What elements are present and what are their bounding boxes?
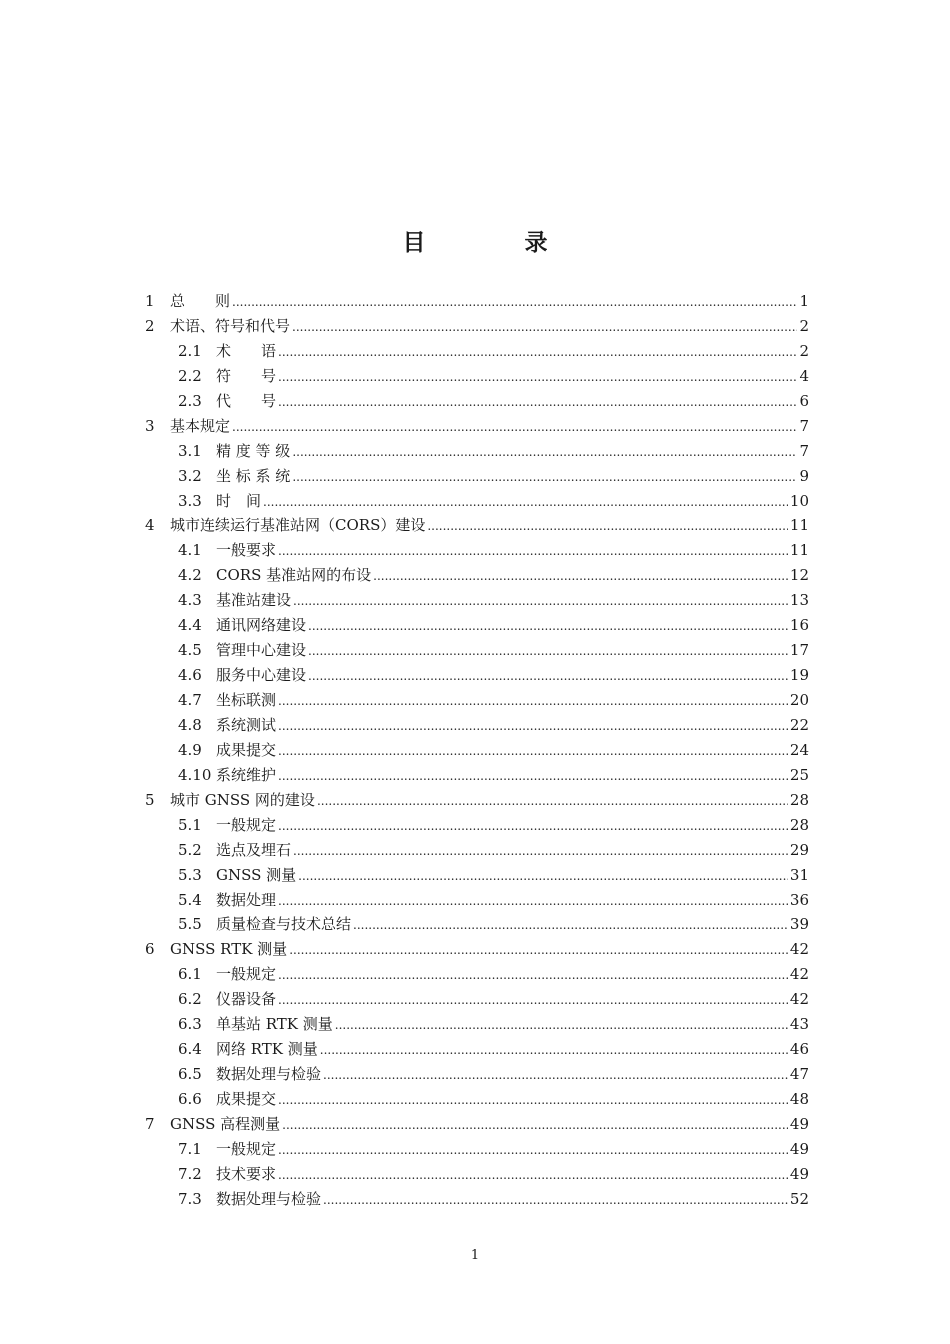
toc-entry-page-number: 36 bbox=[789, 890, 809, 909]
toc-entry-label: 服务中心建设 bbox=[216, 666, 307, 685]
toc-entry-number: 3.2 bbox=[178, 466, 202, 485]
toc-entry-page-number: 2 bbox=[799, 341, 809, 360]
toc-dot-leader bbox=[308, 614, 788, 639]
toc-section-entry[interactable] bbox=[145, 688, 809, 713]
toc-dot-leader bbox=[320, 1038, 788, 1063]
toc-entry-number: 4.1 bbox=[178, 541, 202, 560]
toc-entry-label: 技术要求 bbox=[216, 1164, 277, 1183]
toc-section-entry[interactable] bbox=[145, 813, 809, 838]
toc-entry-page-number: 17 bbox=[789, 641, 809, 660]
toc-dot-leader bbox=[317, 789, 788, 814]
toc-section-entry[interactable] bbox=[145, 588, 809, 613]
toc-entry-page-number: 49 bbox=[789, 1139, 809, 1158]
toc-entry-number: 4.4 bbox=[178, 616, 202, 635]
toc-entry-page-number: 52 bbox=[789, 1189, 809, 1208]
toc-entry-label: 成果提交 bbox=[216, 1090, 277, 1108]
toc-entry-label: 术 语 bbox=[216, 341, 277, 360]
toc-dot-leader bbox=[323, 1063, 788, 1088]
toc-section-entry[interactable] bbox=[145, 987, 809, 1012]
toc-entry-page-number: 16 bbox=[789, 616, 809, 635]
toc-section-entry[interactable] bbox=[145, 464, 809, 489]
toc-entry-label: 一般规定 bbox=[216, 965, 277, 984]
toc-dot-leader bbox=[278, 340, 797, 365]
table-of-contents bbox=[145, 289, 809, 1212]
toc-entry-number: 7.1 bbox=[178, 1139, 202, 1158]
toc-dot-leader bbox=[232, 290, 797, 315]
toc-section-entry[interactable] bbox=[145, 489, 809, 514]
toc-chapter-entry[interactable] bbox=[145, 937, 809, 962]
toc-entry-label: 管理中心建设 bbox=[216, 641, 307, 660]
toc-entry-number: 6 bbox=[145, 940, 155, 959]
toc-entry-number: 4.10 bbox=[178, 765, 212, 784]
toc-section-entry[interactable] bbox=[145, 364, 809, 389]
toc-entry-number: 4.8 bbox=[178, 715, 202, 734]
toc-entry-label: 坐 标 系 统 bbox=[216, 466, 291, 485]
toc-section-entry[interactable] bbox=[145, 962, 809, 987]
toc-entry-number: 2.1 bbox=[178, 341, 202, 360]
toc-dot-leader bbox=[278, 1138, 788, 1163]
toc-entry-page-number: 9 bbox=[799, 466, 809, 485]
toc-section-entry[interactable] bbox=[145, 389, 809, 414]
toc-entry-number: 4.6 bbox=[178, 666, 202, 685]
toc-entry-label: 数据处理与检验 bbox=[216, 1189, 322, 1208]
toc-entry-page-number: 31 bbox=[789, 865, 809, 884]
toc-dot-leader bbox=[278, 889, 788, 914]
toc-entry-page-number: 47 bbox=[789, 1065, 809, 1084]
toc-entry-number: 4.9 bbox=[178, 740, 202, 759]
toc-dot-leader bbox=[263, 490, 788, 515]
toc-entry-label: 精 度 等 级 bbox=[216, 441, 291, 460]
toc-entry-number: 3 bbox=[145, 416, 155, 435]
toc-entry-label: 一般规定 bbox=[216, 815, 277, 834]
toc-entry-page-number: 4 bbox=[799, 366, 809, 385]
toc-entry-page-number: 1 bbox=[799, 292, 809, 310]
toc-entry-page-number: 11 bbox=[789, 541, 809, 560]
toc-dot-leader bbox=[293, 839, 788, 864]
toc-entry-label: 数据处理与检验 bbox=[216, 1065, 322, 1084]
toc-section-entry[interactable] bbox=[145, 863, 809, 888]
toc-entry-label: 城市连续运行基准站网（CORS）建设 bbox=[170, 516, 426, 535]
toc-entry-number: 7.2 bbox=[178, 1164, 202, 1183]
toc-entry-number: 5.5 bbox=[178, 915, 202, 934]
toc-chapter-entry[interactable] bbox=[145, 788, 809, 813]
toc-entry-page-number: 12 bbox=[789, 566, 809, 585]
toc-dot-leader bbox=[427, 514, 788, 539]
page-title: 目 录 bbox=[402, 229, 586, 256]
toc-entry-label: 时 间 bbox=[216, 491, 262, 510]
toc-entry-label: 仪器设备 bbox=[216, 990, 277, 1009]
toc-dot-leader bbox=[278, 1088, 788, 1113]
toc-entry-label: 单基站 RTK 测量 bbox=[216, 1015, 333, 1034]
toc-entry-label: 符 号 bbox=[216, 366, 277, 385]
toc-entry-number: 4.3 bbox=[178, 591, 202, 610]
toc-entry-number: 6.1 bbox=[178, 965, 202, 984]
toc-dot-leader bbox=[308, 639, 788, 664]
toc-entry-page-number: 43 bbox=[789, 1015, 809, 1034]
toc-entry-label: 基本规定 bbox=[170, 416, 231, 435]
toc-dot-leader bbox=[232, 415, 797, 440]
toc-entry-label: 一般要求 bbox=[216, 541, 277, 560]
toc-entry-label: 选点及埋石 bbox=[216, 840, 292, 859]
toc-entry-page-number: 6 bbox=[799, 391, 809, 410]
toc-entry-label: 一般规定 bbox=[216, 1139, 277, 1158]
toc-entry-label: 总 则 bbox=[170, 292, 231, 310]
toc-dot-leader bbox=[278, 539, 788, 564]
toc-dot-leader bbox=[278, 390, 797, 415]
toc-dot-leader bbox=[278, 739, 788, 764]
toc-section-entry[interactable] bbox=[145, 1187, 809, 1212]
toc-entry-page-number: 24 bbox=[789, 740, 809, 759]
toc-entry-label: 网络 RTK 测量 bbox=[216, 1040, 318, 1059]
toc-section-entry[interactable] bbox=[145, 888, 809, 913]
toc-entry-label: 代 号 bbox=[216, 391, 277, 410]
toc-dot-leader bbox=[278, 689, 788, 714]
toc-section-entry[interactable] bbox=[145, 713, 809, 738]
toc-entry-label: 质量检查与技术总结 bbox=[216, 915, 352, 934]
toc-entry-number: 6.6 bbox=[178, 1090, 202, 1108]
toc-entry-page-number: 46 bbox=[789, 1040, 809, 1059]
toc-entry-number: 7.3 bbox=[178, 1189, 202, 1208]
toc-entry-page-number: 7 bbox=[799, 416, 809, 435]
toc-entry-number: 6.2 bbox=[178, 990, 202, 1009]
toc-entry-page-number: 29 bbox=[789, 840, 809, 859]
toc-entry-number: 4.7 bbox=[178, 691, 202, 709]
toc-dot-leader bbox=[323, 1188, 788, 1213]
toc-entry-label: 系统测试 bbox=[216, 715, 277, 734]
toc-entry-number: 6.3 bbox=[178, 1015, 202, 1034]
toc-section-entry[interactable] bbox=[145, 538, 809, 563]
toc-dot-leader bbox=[298, 864, 788, 889]
toc-section-entry[interactable] bbox=[145, 738, 809, 763]
toc-entry-label: 系统维护 bbox=[216, 765, 277, 784]
toc-entry-label: 通讯网络建设 bbox=[216, 616, 307, 635]
toc-entry-page-number: 20 bbox=[789, 691, 809, 709]
toc-entry-page-number: 39 bbox=[789, 915, 809, 934]
toc-entry-page-number: 10 bbox=[789, 491, 809, 510]
toc-dot-leader bbox=[353, 913, 788, 938]
toc-dot-leader bbox=[278, 1163, 788, 1188]
toc-chapter-entry[interactable] bbox=[145, 414, 809, 439]
toc-entry-number: 6.4 bbox=[178, 1040, 202, 1059]
toc-dot-leader bbox=[282, 1113, 788, 1138]
toc-section-entry[interactable] bbox=[145, 1137, 809, 1162]
toc-entry-page-number: 42 bbox=[789, 990, 809, 1009]
toc-entry-number: 2.2 bbox=[178, 366, 202, 385]
toc-entry-number: 4.2 bbox=[178, 566, 202, 585]
toc-entry-number: 4 bbox=[145, 516, 155, 535]
toc-entry-number: 5 bbox=[145, 790, 155, 809]
toc-dot-leader bbox=[373, 564, 788, 589]
toc-entry-number: 2.3 bbox=[178, 391, 202, 410]
toc-entry-number: 6.5 bbox=[178, 1065, 202, 1084]
toc-entry-number: 5.3 bbox=[178, 865, 202, 884]
toc-entry-number: 3.3 bbox=[178, 491, 202, 510]
toc-entry-label: 成果提交 bbox=[216, 740, 277, 759]
toc-entry-page-number: 28 bbox=[789, 815, 809, 834]
toc-entry-page-number: 48 bbox=[789, 1090, 809, 1108]
toc-section-entry[interactable] bbox=[145, 912, 809, 937]
toc-entry-page-number: 22 bbox=[789, 715, 809, 734]
footer-page-number: 1 bbox=[470, 1248, 480, 1263]
toc-entry-number: 2 bbox=[145, 316, 155, 335]
toc-section-entry[interactable] bbox=[145, 613, 809, 638]
toc-section-entry[interactable] bbox=[145, 563, 809, 588]
toc-section-entry[interactable] bbox=[145, 439, 809, 464]
toc-dot-leader bbox=[292, 315, 797, 340]
toc-entry-label: GNSS 高程测量 bbox=[170, 1114, 281, 1133]
toc-entry-number: 5.4 bbox=[178, 890, 202, 909]
toc-dot-leader bbox=[335, 1013, 788, 1038]
toc-entry-label: 基准站建设 bbox=[216, 591, 292, 610]
toc-dot-leader bbox=[278, 764, 788, 789]
toc-entry-label: 数据处理 bbox=[216, 890, 277, 909]
toc-section-entry[interactable] bbox=[145, 1162, 809, 1187]
toc-dot-leader bbox=[292, 440, 797, 465]
toc-entry-number: 1 bbox=[145, 292, 155, 310]
toc-entry-number: 7 bbox=[145, 1114, 155, 1133]
toc-entry-label: GNSS 测量 bbox=[216, 865, 297, 884]
toc-dot-leader bbox=[308, 664, 788, 689]
toc-section-entry[interactable] bbox=[145, 1037, 809, 1062]
toc-section-entry[interactable] bbox=[145, 1062, 809, 1087]
toc-entry-page-number: 19 bbox=[789, 666, 809, 685]
toc-dot-leader bbox=[278, 988, 788, 1013]
toc-entry-page-number: 25 bbox=[789, 765, 809, 784]
toc-dot-leader bbox=[278, 814, 788, 839]
toc-chapter-entry[interactable] bbox=[145, 289, 809, 314]
toc-entry-page-number: 42 bbox=[789, 940, 809, 959]
toc-dot-leader bbox=[278, 714, 788, 739]
toc-entry-number: 5.1 bbox=[178, 815, 202, 834]
toc-section-entry[interactable] bbox=[145, 638, 809, 663]
toc-entry-label: GNSS RTK 测量 bbox=[170, 940, 288, 959]
toc-chapter-entry[interactable] bbox=[145, 513, 809, 538]
toc-section-entry[interactable] bbox=[145, 1012, 809, 1037]
toc-entry-page-number: 28 bbox=[789, 790, 809, 809]
toc-dot-leader bbox=[278, 365, 797, 390]
toc-entry-page-number: 49 bbox=[789, 1114, 809, 1133]
toc-dot-leader bbox=[293, 589, 788, 614]
toc-section-entry[interactable] bbox=[145, 1087, 809, 1112]
toc-chapter-entry[interactable] bbox=[145, 1112, 809, 1137]
toc-section-entry[interactable] bbox=[145, 663, 809, 688]
toc-dot-leader bbox=[278, 963, 788, 988]
toc-entry-page-number: 13 bbox=[789, 591, 809, 610]
toc-section-entry[interactable] bbox=[145, 339, 809, 364]
toc-entry-label: 城市 GNSS 网的建设 bbox=[170, 790, 315, 809]
toc-entry-page-number: 49 bbox=[789, 1164, 809, 1183]
toc-section-entry[interactable] bbox=[145, 763, 809, 788]
toc-entry-page-number: 7 bbox=[799, 441, 809, 460]
toc-entry-label: 术语、符号和代号 bbox=[170, 316, 291, 335]
toc-entry-page-number: 42 bbox=[789, 965, 809, 984]
toc-dot-leader bbox=[292, 465, 797, 490]
toc-section-entry[interactable] bbox=[145, 838, 809, 863]
toc-entry-label: 坐标联测 bbox=[216, 691, 277, 709]
toc-entry-number: 3.1 bbox=[178, 441, 202, 460]
toc-entry-number: 5.2 bbox=[178, 840, 202, 859]
toc-entry-page-number: 11 bbox=[789, 516, 809, 535]
toc-entry-page-number: 2 bbox=[799, 316, 809, 335]
toc-dot-leader bbox=[289, 938, 788, 963]
toc-entry-number: 4.5 bbox=[178, 641, 202, 660]
toc-chapter-entry[interactable] bbox=[145, 314, 809, 339]
toc-entry-label: CORS 基准站网的布设 bbox=[216, 566, 372, 585]
